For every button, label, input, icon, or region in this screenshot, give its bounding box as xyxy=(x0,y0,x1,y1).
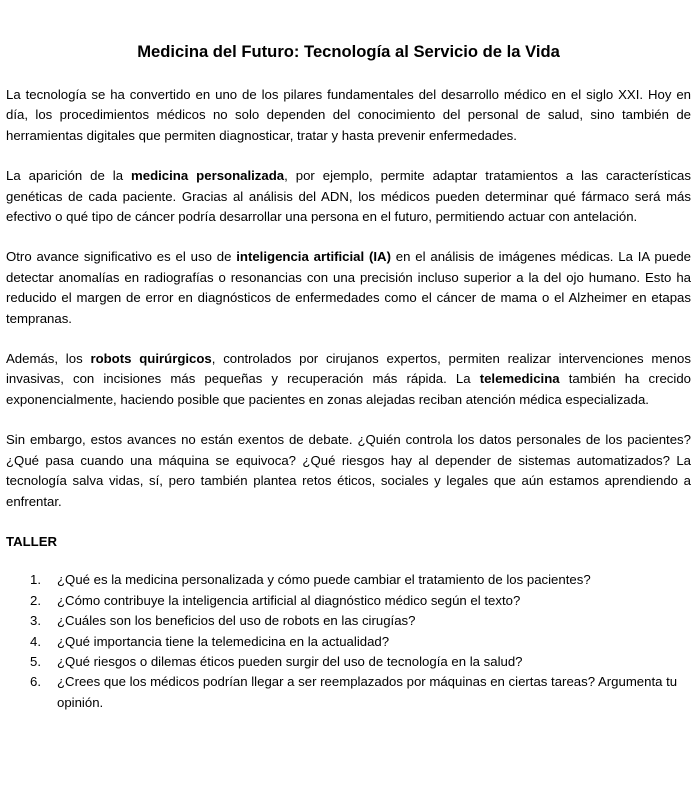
document-title: Medicina del Futuro: Tecnología al Servicio de la Vida xyxy=(137,42,560,61)
list-item xyxy=(6,611,691,631)
paragraph-robots-telemedicine xyxy=(6,349,691,410)
list-item xyxy=(6,632,691,652)
bold-term: robots quirúrgicos xyxy=(90,351,212,367)
list-item xyxy=(6,591,691,611)
paragraph-text: La tecnología se ha convertido en uno de los pilares fundamentales del desarrollo médico en el siglo XXI. Hoy en día, los procedimientos médicos no solo dependen del conocimiento del personal de salud, sino también de herramientas digitales que permiten diagnosticar, tratar y hasta prevenir enfermedades. xyxy=(6,87,691,143)
bold-term: inteligencia artificial (IA) xyxy=(236,249,391,265)
paragraph-artificial-intelligence xyxy=(6,247,691,329)
workshop-heading: TALLER xyxy=(6,533,58,549)
question-number: 4. xyxy=(30,633,41,649)
question-text: ¿Qué riesgos o dilemas éticos pueden surgir del uso de tecnología en la salud? xyxy=(57,653,523,669)
question-text: ¿Cómo contribuye la inteligencia artificial al diagnóstico médico según el texto? xyxy=(57,592,521,608)
paragraph-text: en el análisis de imágenes médicas. La IA puede detectar anomalías en radiografías o resonancias con una precisión incluso superior a la del ojo humano. Esto ha reducido el margen de error en diagnósticos de enfermedades como el cáncer de mama o el Alzheimer en etapas tempranas. xyxy=(6,249,691,326)
paragraph-personalized-medicine xyxy=(6,166,691,227)
paragraph-text: La aparición de la xyxy=(6,168,132,184)
paragraph-text: Además, los xyxy=(6,351,91,367)
paragraph-intro xyxy=(6,85,691,146)
paragraph-text: , controlados por cirujanos expertos, permiten realizar intervenciones menos invasivas, con incisiones más pequeñas y recuperación más rápida. La xyxy=(6,351,691,387)
list-item xyxy=(6,652,691,672)
question-number: 2. xyxy=(30,592,41,608)
question-text: ¿Qué es la medicina personalizada y cómo puede cambiar el tratamiento de los pacientes? xyxy=(57,572,591,588)
paragraph-text: Otro avance significativo es el uso de xyxy=(6,249,237,265)
paragraph-text: , por ejemplo, permite adaptar tratamientos a las características genéticas de cada paciente. Gracias al análisis del ADN, los médicos pueden determinar qué fármaco será más efectivo o qué tipo de cáncer podría desarrollar una persona en el futuro, permitiendo actuar con antelación. xyxy=(6,168,691,225)
question-text: ¿Crees que los médicos podrían llegar a ser reemplazados por máquinas en ciertas tareas? Argumenta tu opinión. xyxy=(57,674,678,710)
question-number: 5. xyxy=(30,653,41,669)
list-item xyxy=(6,570,691,590)
bold-term: medicina personalizada xyxy=(131,168,285,184)
question-text: ¿Cuáles son los beneficios del uso de robots en las cirugías? xyxy=(57,613,416,629)
workshop-question-list xyxy=(6,570,691,713)
paragraph-text: también ha crecido exponencialmente, haciendo posible que pacientes en zonas alejadas reciban atención médica especializada. xyxy=(6,371,691,407)
bold-term: telemedicina xyxy=(479,371,560,387)
question-number: 6. xyxy=(30,674,41,690)
list-item xyxy=(6,672,691,713)
paragraph-text: Sin embargo, estos avances no están exentos de debate. ¿Quién controla los datos personales de los pacientes? ¿Qué pasa cuando una máquina se equivoca? ¿Qué riesgos hay al depender de sistemas automatizados? La tecnología salva vidas, sí, pero también plantea retos éticos, sociales y legales que aún estamos aprendiendo a enfrentar. xyxy=(6,432,691,509)
question-text: ¿Qué importancia tiene la telemedicina en la actualidad? xyxy=(57,633,390,649)
question-number: 1. xyxy=(30,572,41,588)
question-number: 3. xyxy=(30,613,41,629)
paragraph-debate xyxy=(6,430,691,512)
